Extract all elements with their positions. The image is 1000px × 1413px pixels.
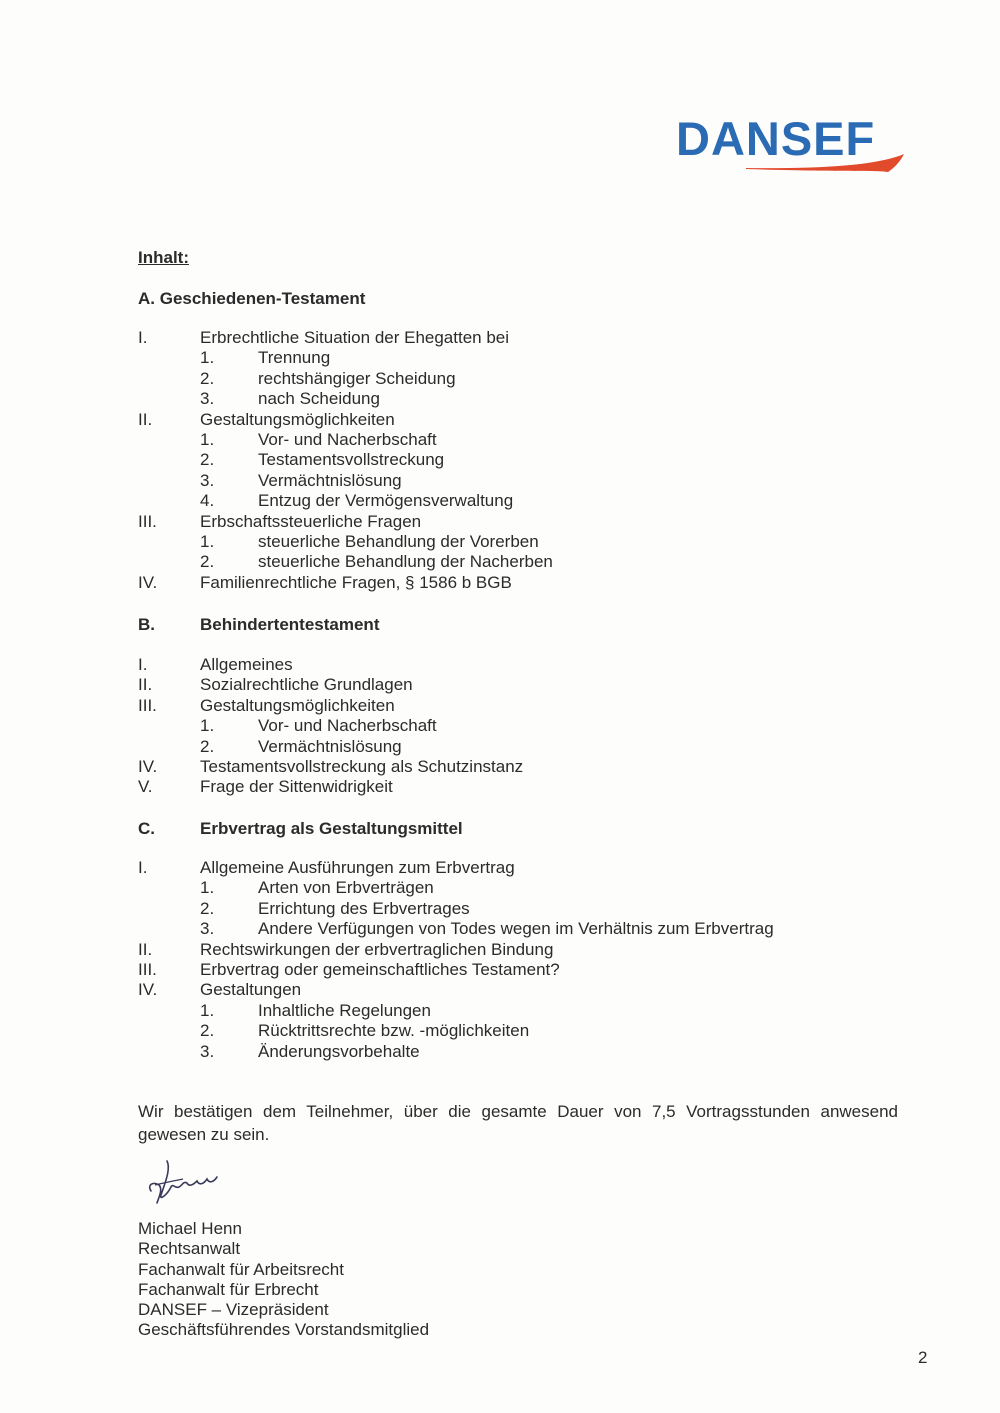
attendance-confirmation: Wir bestätigen dem Teilnehmer, über die gesamte Dauer von 7,5 Vortragsstunden anwesend gewesen zu sein. xyxy=(138,1102,898,1144)
toc-item-label: Testamentsvollstreckung als Schutzinstanz xyxy=(200,756,524,776)
toc-subitem-number: 1. xyxy=(200,878,215,898)
toc-subitem-label: rechtshängiger Scheidung xyxy=(258,368,456,388)
section-a-title xyxy=(138,289,365,309)
toc-item-numeral: III. xyxy=(138,959,157,979)
signer-name: Michael Henn xyxy=(138,1219,242,1238)
toc-item-label: Erbschaftssteuerliche Fragen xyxy=(200,511,422,531)
toc-item-numeral: I. xyxy=(138,655,148,674)
toc-item-label: Familienrechtliche Fragen, § 1586 b BGB xyxy=(200,572,512,592)
toc-item-numeral: IV. xyxy=(138,572,158,592)
toc-item-label: Gestaltungsmöglichkeiten xyxy=(200,409,395,429)
toc-subitem-label: Andere Verfügungen von Todes wegen im Verhältnis zum Erbvertrag xyxy=(258,919,774,939)
section-b-title-text: Behindertentestament xyxy=(200,615,380,634)
signer-block xyxy=(138,1219,429,1341)
toc-item-numeral: III. xyxy=(138,695,157,715)
signer-title: DANSEF – Vizepräsident xyxy=(138,1300,329,1320)
section-c-title xyxy=(138,819,463,839)
logo-swoosh-icon xyxy=(676,148,926,178)
toc-subitem-number: 4. xyxy=(200,491,215,511)
signer-title: Geschäftsführendes Vorstandsmitglied xyxy=(138,1320,430,1340)
toc-item-numeral: V. xyxy=(138,777,153,797)
toc-subitem-label: Inhaltliche Regelungen xyxy=(258,1000,431,1020)
signer-title: Fachanwalt für Arbeitsrecht xyxy=(138,1259,344,1279)
logo-text: DANSEF xyxy=(676,112,876,165)
toc-item-numeral: II. xyxy=(138,939,153,959)
toc-subitem-label: nach Scheidung xyxy=(258,389,380,409)
toc-subitem-label: Vor- und Nacherbschaft xyxy=(258,429,437,449)
toc-item-label: Allgemeine Ausführungen zum Erbvertrag xyxy=(200,858,515,877)
toc-subitem-label: Vor- und Nacherbschaft xyxy=(258,716,437,736)
toc-item-label: Erbvertrag oder gemeinschaftliches Testament? xyxy=(200,959,560,979)
section-c-title-text: Erbvertrag als Gestaltungsmittel xyxy=(200,819,463,838)
toc-subitem-number: 1. xyxy=(200,716,215,736)
toc-item-label: Frage der Sittenwidrigkeit xyxy=(200,777,393,797)
toc-subitem-number: 2. xyxy=(200,898,215,918)
toc-subitem-label: steuerliche Behandlung der Vorerben xyxy=(258,531,539,551)
toc-item-numeral: I. xyxy=(138,328,148,347)
toc-subitem-number: 2. xyxy=(200,736,215,756)
toc-subitem-number: 2. xyxy=(200,552,215,572)
signer-title: Rechtsanwalt xyxy=(138,1239,241,1259)
toc-subitem-number: 1. xyxy=(200,348,215,368)
toc-subitem-label: Rücktrittsrechte bzw. -möglichkeiten xyxy=(258,1021,530,1041)
toc-subitem-label: Änderungsvorbehalte xyxy=(258,1041,420,1061)
toc-item-label: Allgemeines xyxy=(200,655,293,674)
toc-subitem-label: Testamentsvollstreckung xyxy=(258,450,445,470)
toc-subitem-label: Trennung xyxy=(258,348,331,368)
handwritten-signature xyxy=(143,1155,243,1215)
toc-subitem-number: 1. xyxy=(200,1000,215,1020)
signer-title: Fachanwalt für Erbrecht xyxy=(138,1279,319,1299)
toc-subitem-number: 1. xyxy=(200,429,215,449)
toc-item-label: Sozialrechtliche Grundlagen xyxy=(200,675,413,695)
toc-item-numeral: IV. xyxy=(138,980,158,1000)
toc-subitem-number: 2. xyxy=(200,450,215,470)
toc-subitem-number: 3. xyxy=(200,919,215,939)
toc-subitem-number: 2. xyxy=(200,368,215,388)
toc-item-numeral: IV. xyxy=(138,756,158,776)
page-number: 2 xyxy=(918,1348,928,1367)
toc-item-numeral: II. xyxy=(138,675,153,695)
toc-subitem-label: Vermächtnislösung xyxy=(258,736,402,756)
section-a-title-text: A. Geschiedenen-Testament xyxy=(138,289,366,308)
toc-item-label: Gestaltungsmöglichkeiten xyxy=(200,695,395,715)
toc-subitem-number: 2. xyxy=(200,1021,215,1041)
contents-heading: Inhalt: xyxy=(138,248,189,267)
toc-subitem-number: 3. xyxy=(200,389,215,409)
toc-item-label: Gestaltungen xyxy=(200,980,302,1000)
toc-item-label: Erbrechtliche Situation der Ehegatten bei xyxy=(200,328,510,347)
toc-item-numeral: I. xyxy=(138,858,148,877)
toc-item-label: Rechtswirkungen der erbvertraglichen Bindung xyxy=(200,939,554,959)
toc-subitem-label: Vermächtnislösung xyxy=(258,470,402,490)
section-b-letter: B. xyxy=(138,615,155,634)
toc-subitem-number: 1. xyxy=(200,531,215,551)
section-c-letter: C. xyxy=(138,819,155,838)
toc-subitem-label: steuerliche Behandlung der Nacherben xyxy=(258,552,553,572)
toc-subitem-label: Entzug der Vermögensverwaltung xyxy=(258,491,514,511)
toc-subitem-number: 3. xyxy=(200,470,215,490)
section-b-title xyxy=(138,615,379,635)
toc-subitem-number: 3. xyxy=(200,1041,215,1061)
toc-item-numeral: III. xyxy=(138,511,157,531)
toc-item-numeral: II. xyxy=(138,409,153,429)
toc-subitem-label: Errichtung des Erbvertrages xyxy=(258,898,470,918)
dansef-logo xyxy=(676,114,926,176)
toc-subitem-label: Arten von Erbverträgen xyxy=(258,878,434,898)
